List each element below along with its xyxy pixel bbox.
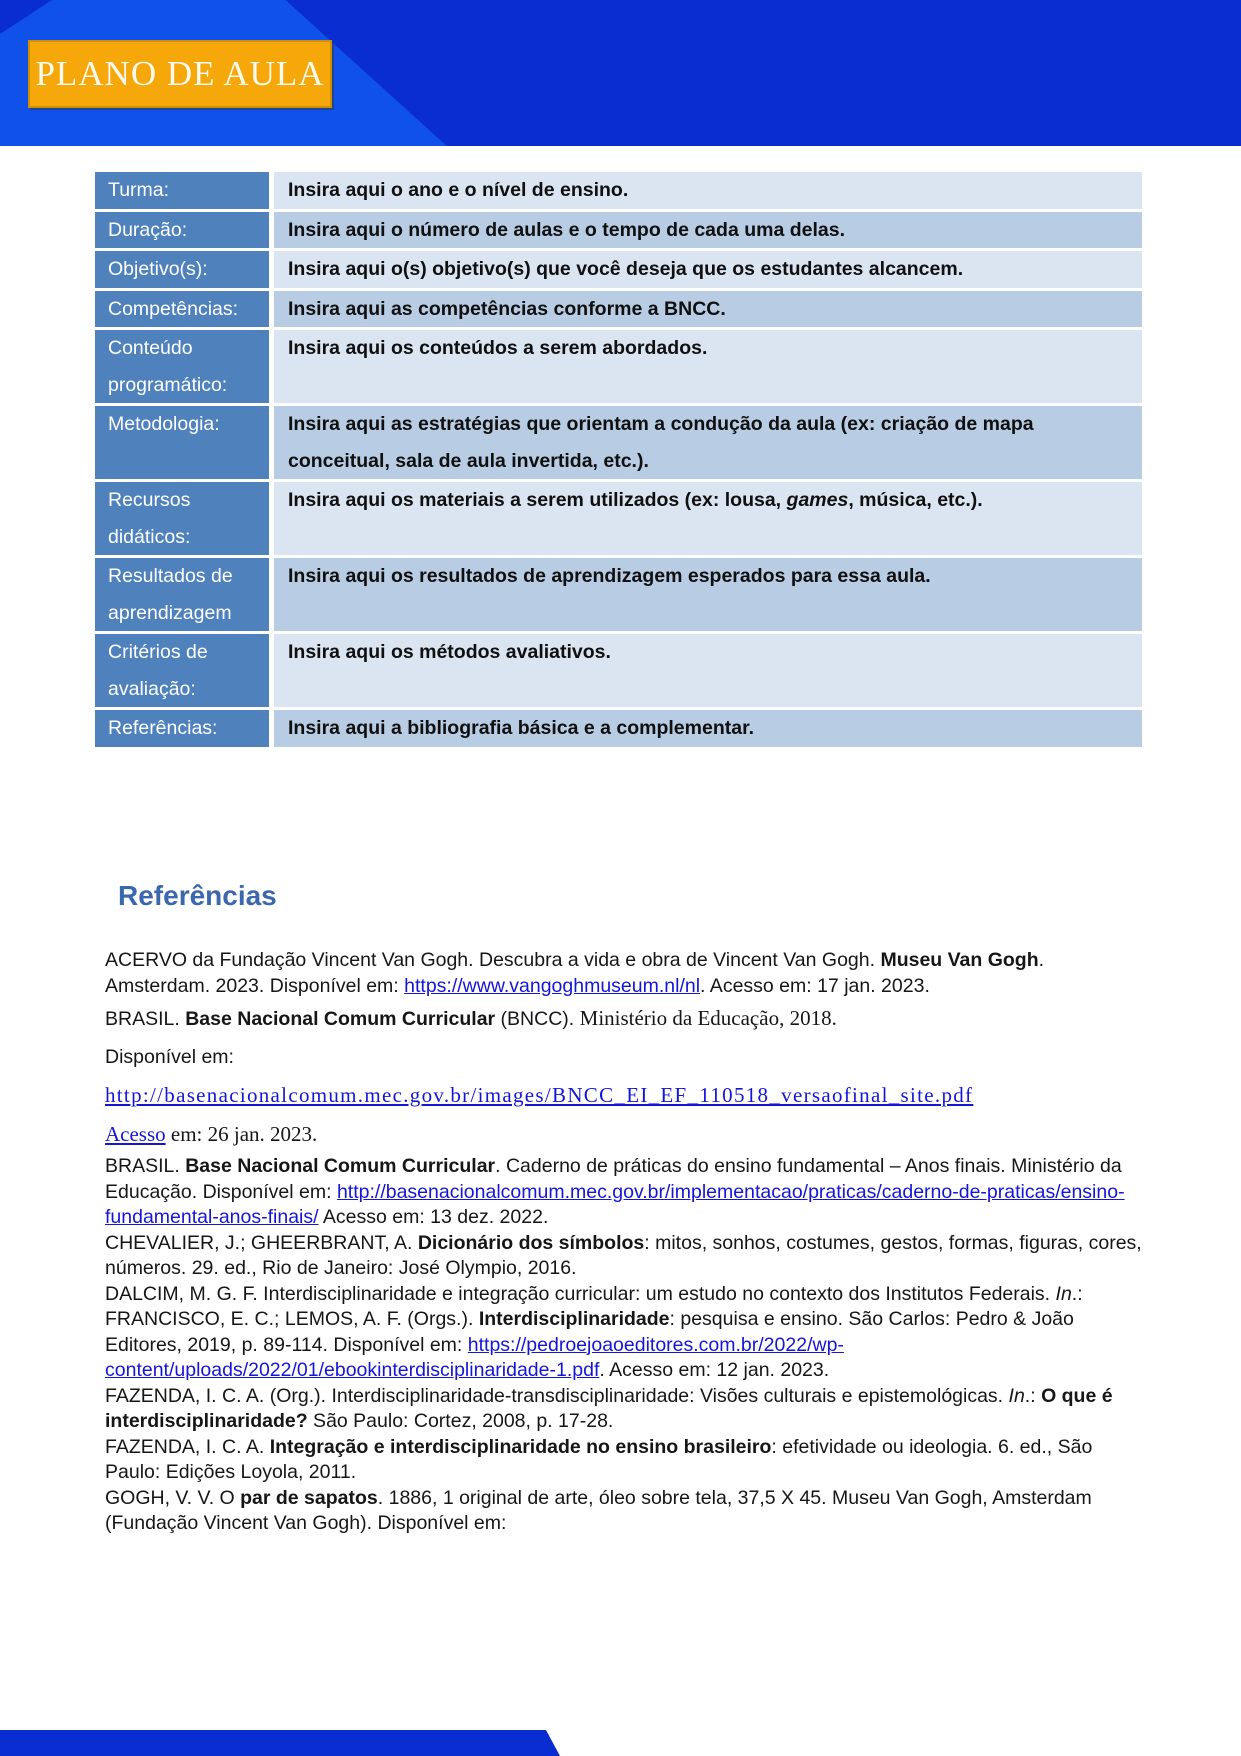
table-row-value — [274, 482, 1142, 555]
text-segment: FAZENDA, I. C. A. (Org.). Interdisciplinaridade-transdisciplinaridade: Visões culturais e epistemológicas. — [105, 1384, 1009, 1407]
text-segment: FAZENDA, I. C. A. — [105, 1435, 270, 1458]
table-row — [95, 558, 1142, 634]
text-segment: Base Nacional Comum Curricular — [185, 1155, 496, 1177]
text-segment: em: 26 jan. 2023. — [165, 1122, 318, 1146]
text-segment: Insira aqui o ano e o nível de ensino. — [288, 179, 629, 201]
text-segment: Disponível em: — [105, 1046, 234, 1068]
table-row-label: Referências: — [95, 710, 274, 747]
reference-link[interactable]: http://basenacionalcomum.mec.gov.br/implementacao/praticas/caderno-de-praticas/ensino-fundamental-anos-finais/ — [105, 1180, 1125, 1228]
table-row-value — [274, 558, 1142, 631]
table-row-value — [274, 291, 1142, 328]
references-list — [105, 948, 1152, 1537]
table-row-label: Metodologia: — [95, 406, 274, 479]
text-segment: games — [786, 489, 849, 511]
text-segment: Dicionário dos símbolos — [417, 1231, 645, 1254]
text-segment: Insira aqui as estratégias que orientam a condução da aula (ex: criação de mapa conceitual, sala de aula invertida, etc.). — [288, 413, 1034, 472]
table-row-value — [274, 634, 1142, 707]
table-row — [95, 710, 1142, 750]
text-segment: DALCIM, M. G. F. Interdisciplinaridade e integração curricular: um estudo no contexto dos Institutos Federais. — [105, 1282, 1056, 1305]
table-row — [95, 634, 1142, 710]
text-segment: ACERVO da Fundação Vincent Van Gogh. Descubra a vida e obra de Vincent Van Gogh. — [105, 949, 881, 971]
text-segment: par de sapatos — [240, 1486, 378, 1509]
text-segment: BRASIL. — [105, 1008, 186, 1030]
table-row — [95, 482, 1142, 558]
reference-entry — [105, 1282, 1152, 1384]
table-row-value — [274, 172, 1142, 209]
table-row — [95, 330, 1142, 406]
reference-entry — [105, 999, 1152, 1154]
text-segment: Insira aqui os conteúdos a serem abordados. — [288, 337, 708, 359]
text-segment: Insira aqui o número de aulas e o tempo de cada uma delas. — [288, 218, 845, 241]
text-segment: .: — [1024, 1384, 1042, 1407]
table-row-value — [274, 212, 1142, 249]
text-segment: (BNCC). — [495, 1008, 580, 1030]
text-segment: São Paulo: Cortez, 2008, p. 17-28. — [307, 1410, 614, 1432]
table-row — [95, 212, 1142, 252]
text-segment: Insira aqui os métodos avaliativos. — [288, 641, 611, 663]
reference-link[interactable]: http://basenacionalcomum.mec.gov.br/images/BNCC_EI_EF_110518_versaofinal_site.pdf — [105, 1083, 974, 1107]
text-segment: O que é interdisciplinaridade? — [105, 1384, 1113, 1432]
reference-link[interactable]: Acesso — [105, 1122, 166, 1146]
text-segment: Insira aqui as competências conforme a BNCC. — [288, 297, 726, 320]
reference-entry — [105, 948, 1152, 999]
text-segment: : pesquisa e ensino. São Carlos: Pedro & João Editores, 2019, p. 89-114. Disponível em: — [105, 1308, 1074, 1356]
text-segment: . 1886, 1 original de arte, óleo sobre tela, 37,5 X 45. Museu Van Gogh, Amsterdam (Fundação Vincent Van Gogh). Disponível em: — [105, 1486, 1092, 1534]
text-segment: In — [1055, 1282, 1072, 1305]
logo-box — [28, 40, 332, 108]
header-banner — [0, 0, 1241, 146]
text-segment: . Acesso em: 17 jan. 2023. — [700, 974, 930, 997]
table-row-value — [274, 710, 1142, 747]
text-segment: Base Nacional Comum Curricular — [185, 1008, 496, 1030]
table-row-label: Turma: — [95, 172, 274, 209]
table-row — [95, 251, 1142, 291]
table-row — [95, 172, 1142, 212]
text-segment: , música, etc.). — [848, 489, 983, 511]
text-segment: GOGH, V. V. O — [105, 1486, 241, 1509]
reference-entry — [105, 1231, 1152, 1282]
reference-entry — [105, 1435, 1152, 1486]
banner-corner-triangle — [0, 0, 52, 34]
table-row-label: Resultados de aprendizagem — [95, 558, 274, 631]
table-row-label: Competências: — [95, 291, 274, 328]
reference-entry — [105, 1154, 1152, 1231]
text-segment: : mitos, sonhos, costumes, gestos, formas, figuras, cores, números. 29. ed., Rio de Janeiro: José Olympio, 2016. — [105, 1231, 1142, 1279]
text-segment: : efetividade ou ideologia. 6. ed., São Paulo: Edições Loyola, 2011. — [105, 1435, 1093, 1483]
table-row-value — [274, 330, 1142, 403]
text-segment: .: FRANCISCO, E. C.; LEMOS, A. F. (Orgs.). — [105, 1282, 1083, 1330]
text-segment: Ministério da Educação, 2018. — [579, 1006, 837, 1030]
text-segment: Insira aqui o(s) objetivo(s) que você deseja que os estudantes alcancem. — [288, 258, 964, 280]
text-segment: . Amsterdam. 2023. Disponível em: — [105, 949, 1045, 997]
footer-bar — [0, 1730, 560, 1756]
lesson-plan-table — [95, 172, 1142, 750]
text-segment: . Caderno de práticas do ensino fundamental – Anos finais. Ministério da Educação. Disponível em: — [105, 1155, 1122, 1203]
text-segment: Integração e interdisciplinaridade no ensino brasileiro — [269, 1435, 772, 1458]
reference-link[interactable]: https://www.vangoghmuseum.nl/nl — [404, 974, 701, 997]
table-row-label: Conteúdo programático: — [95, 330, 274, 403]
reference-entry — [105, 1486, 1152, 1537]
table-row — [95, 406, 1142, 482]
table-row-label: Critérios de avaliação: — [95, 634, 274, 707]
text-segment: Interdisciplinaridade — [478, 1308, 670, 1330]
reference-link[interactable]: https://pedroejoaoeditores.com.br/2022/wp-content/uploads/2022/01/ebookinterdisciplinaridade-1.pdf — [105, 1333, 844, 1381]
text-segment: Insira aqui a bibliografia básica e a complementar. — [288, 717, 755, 739]
text-segment: BRASIL. — [105, 1155, 186, 1177]
references-heading: Referências — [118, 880, 277, 911]
table-row-value — [274, 406, 1142, 479]
text-segment: Acesso em: 13 dez. 2022. — [318, 1206, 549, 1228]
text-segment: In — [1008, 1384, 1025, 1407]
table-row — [95, 291, 1142, 331]
reference-entry — [105, 1384, 1152, 1435]
text-segment: Insira aqui os materiais a serem utilizados (ex: lousa, — [288, 489, 787, 511]
table-row-label: Objetivo(s): — [95, 251, 274, 288]
text-segment: CHEVALIER, J.; GHEERBRANT, A. — [105, 1231, 418, 1254]
table-row-label: Recursos didáticos: — [95, 482, 274, 555]
text-segment: Insira aqui os resultados de aprendizagem esperados para essa aula. — [288, 565, 931, 587]
text-segment: . Acesso em: 12 jan. 2023. — [599, 1359, 830, 1381]
text-segment: Museu Van Gogh — [880, 949, 1039, 971]
table-row-label: Duração: — [95, 212, 274, 249]
table-row-value — [274, 251, 1142, 288]
page-title: PLANO DE AULA — [35, 54, 325, 93]
